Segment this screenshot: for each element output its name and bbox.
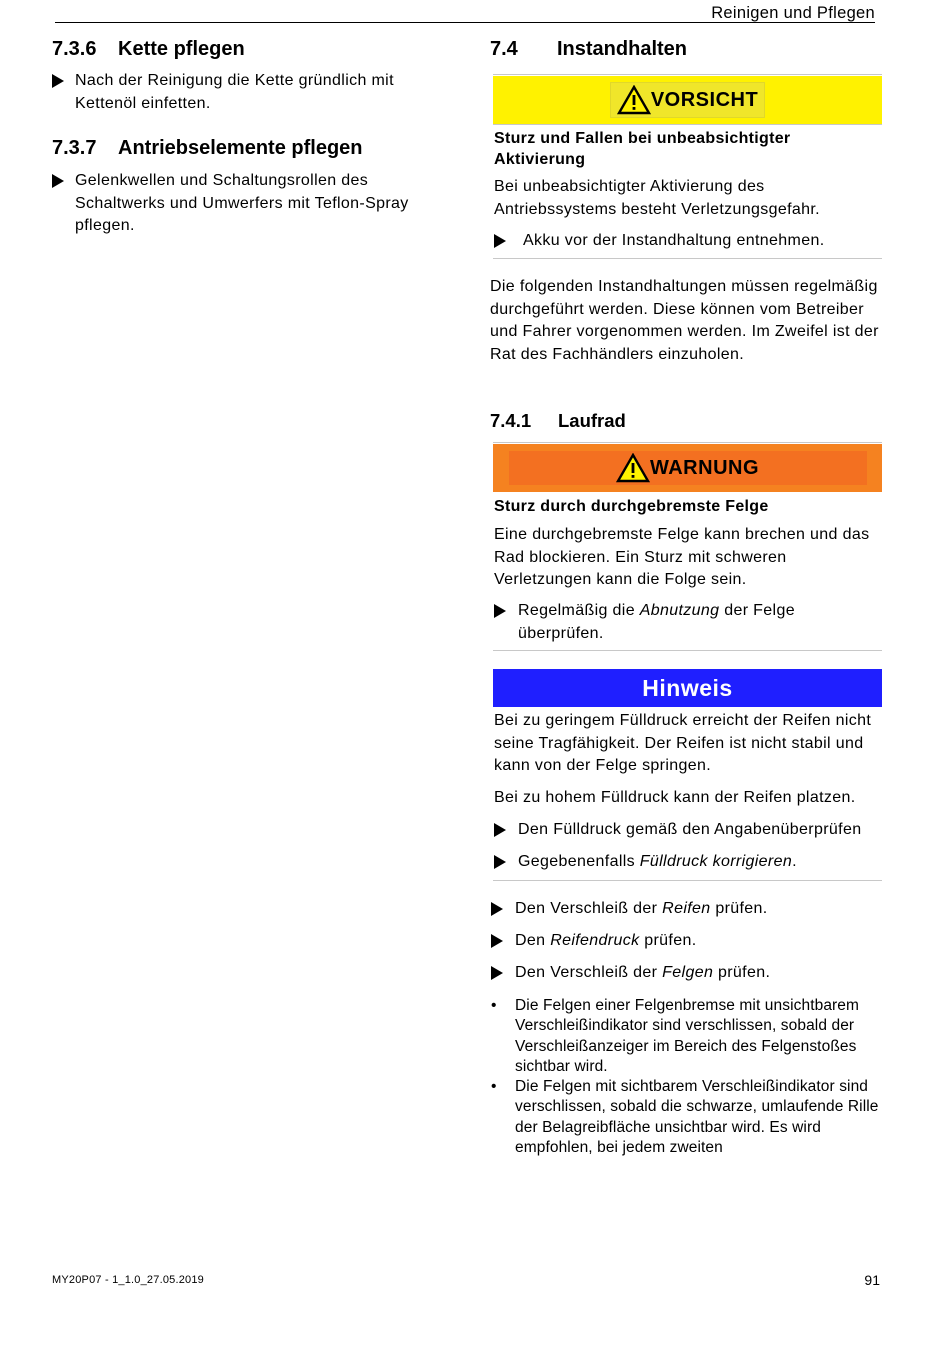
vorsicht-label: VORSICHT [650, 88, 759, 111]
step-arrow-icon [494, 823, 506, 837]
step-arrow-icon [494, 855, 506, 869]
warnung-bottom-rule [493, 650, 882, 651]
vorsicht-top-rule [493, 74, 882, 75]
instandhalten-intro: Die folgenden Instandhaltungen müssen regelmäßig durchgeführt werden. Diese können vom Betreiber und Fahrer vorgenommen werden. Im Zweifel ist der Rat des Fachhändlers einzuholen. [490, 278, 879, 363]
step-arrow-icon [491, 934, 503, 948]
bullet-dot: • [491, 997, 497, 1014]
hinweis-bottom-rule [493, 880, 882, 881]
hinweis-text-2: Bei zu hohem Fülldruck kann der Reifen platzen. [494, 789, 856, 806]
warning-triangle-icon [616, 453, 650, 483]
vorsicht-bottom-rule [493, 258, 882, 259]
warning-triangle-icon [617, 85, 651, 115]
vorsicht-text: Bei unbeabsichtigter Aktivierung des Antriebssystems besteht Verletzungsgefahr. [494, 178, 820, 218]
hinweis-signal-bar [493, 669, 882, 707]
section-7-3-7-heading: 7.3.7 Antriebselemente pflegen [52, 137, 363, 159]
hinweis-label: Hinweis [642, 674, 733, 701]
section-7-3-6-heading: 7.3.6 Kette pflegen [52, 38, 245, 60]
section-7-4-heading: 7.4 Instandhalten [490, 38, 688, 60]
warnung-label: WARNUNG [649, 456, 760, 479]
step-arrow-icon [494, 234, 506, 248]
footer-doc-id: MY20P07 - 1_1.0_27.05.2019 [52, 1274, 204, 1286]
running-header: Reinigen und Pflegen [711, 4, 875, 22]
vorsicht-signal-bar [493, 76, 882, 124]
step-arrow-icon [52, 74, 64, 88]
step-arrow-icon [491, 902, 503, 916]
warnung-text: Eine durchgebremste Felge kann brechen und das Rad blockieren. Ein Sturz mit schweren Verletzungen kann die Folge sein. [494, 526, 870, 588]
hinweis-text-1: Bei zu geringem Fülldruck erreicht der Reifen nicht seine Tragfähigkeit. Der Reifen ist nicht stabil und kann von der Felge springen. [494, 712, 872, 774]
warnung-top-rule [493, 442, 882, 443]
vorsicht-heading: Sturz und Fallen bei unbeabsichtigter Aktivierung [494, 130, 791, 168]
page-number: 91 [864, 1272, 880, 1288]
vorsicht-bar-rule [493, 124, 882, 125]
bullet-dot: • [491, 1078, 497, 1095]
step-arrow-icon [52, 174, 64, 188]
step-arrow-icon [494, 604, 506, 618]
warnung-signal-bar [493, 444, 882, 492]
section-7-4-1-heading: 7.4.1 Laufrad [490, 410, 626, 431]
warnung-heading: Sturz durch durchgebremste Felge [494, 498, 769, 515]
step-arrow-icon [491, 966, 503, 980]
